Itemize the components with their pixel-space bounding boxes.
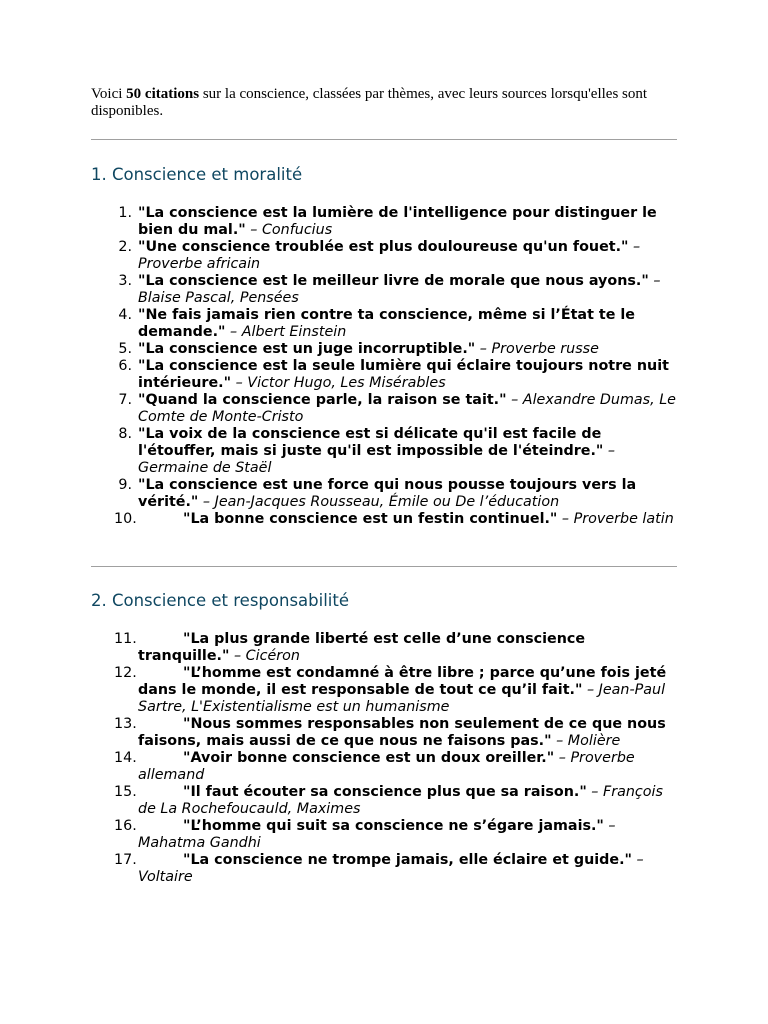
quote-source: – Cicéron	[229, 648, 300, 664]
quote-source: – Jean-Paul Sartre, L'Existentialisme est un humanisme	[138, 682, 666, 715]
intro-prefix: Voici	[91, 86, 127, 102]
intro-paragraph	[91, 86, 681, 120]
quote-number: 14.	[114, 750, 137, 766]
quote-item	[0, 750, 768, 784]
quote-source: – François de La Rochefoucauld, Maximes	[138, 784, 663, 817]
quote-source: – Blaise Pascal, Pensées	[138, 273, 661, 306]
quote-number: 16.	[114, 818, 137, 834]
quote-text: "Nous sommes responsables non seulement de ce que nous faisons, mais aussi de ce que nous ne faisons pas."	[138, 716, 666, 749]
quote-item	[0, 511, 768, 528]
quote-source: – Jean-Jacques Rousseau, Émile ou De l’éducation	[198, 494, 560, 510]
quote-text: "Une conscience troublée est plus douloureuse qu'un fouet."	[138, 239, 629, 255]
quote-number: 7.	[118, 392, 132, 408]
quote-item	[0, 307, 768, 341]
quote-text: "L’homme qui suit sa conscience ne s’égare jamais."	[183, 818, 604, 834]
quote-text: "La conscience ne trompe jamais, elle éclaire et guide."	[183, 852, 632, 868]
quote-item	[0, 818, 768, 852]
quote-source: – Germaine de Staël	[138, 443, 616, 476]
divider	[91, 566, 677, 567]
quote-number: 12.	[114, 665, 137, 681]
quote-text: "Avoir bonne conscience est un doux oreiller."	[183, 750, 555, 766]
quote-number: 11.	[114, 631, 137, 647]
quote-text: "La conscience est un juge incorruptible."	[138, 341, 476, 357]
quote-text: "Ne fais jamais rien contre ta conscience, même si l’État te le demande."	[138, 307, 635, 340]
quote-item	[0, 205, 768, 239]
quote-number: 17.	[114, 852, 137, 868]
quote-text: "La voix de la conscience est si délicate qu'il est facile de l'étouffer, mais si juste qu'il est impossible de l'éteindre."	[138, 426, 604, 459]
quote-item	[0, 426, 768, 477]
intro-suffix: sur la conscience, classées par thèmes, avec leurs sources lorsqu'elles sont disponibles.	[91, 86, 648, 119]
intro-count: 50 citations	[126, 86, 200, 102]
quote-item	[0, 852, 768, 886]
quote-number: 6.	[118, 358, 132, 374]
quote-text: "La plus grande liberté est celle d’une conscience tranquille."	[138, 631, 586, 664]
quote-source: – Confucius	[245, 222, 333, 238]
quote-number: 5.	[118, 341, 132, 357]
quote-item	[0, 392, 768, 426]
quote-item	[0, 358, 768, 392]
quote-item	[0, 631, 768, 665]
quote-number: 13.	[114, 716, 137, 732]
quote-number: 1.	[118, 205, 132, 221]
quote-source: – Proverbe russe	[475, 341, 599, 357]
quote-text: "La conscience est la seule lumière qui éclaire toujours notre nuit intérieure."	[138, 358, 669, 391]
quote-item	[0, 477, 768, 511]
quote-number: 8.	[118, 426, 132, 442]
quote-number: 4.	[118, 307, 132, 323]
quote-source: – Alexandre Dumas, Le Comte de Monte-Cristo	[138, 392, 676, 425]
quote-item	[0, 716, 768, 750]
quote-item	[0, 239, 768, 273]
quote-source: – Victor Hugo, Les Misérables	[231, 375, 446, 391]
section-heading-responsibility: 2. Conscience et responsabilité	[91, 591, 350, 610]
quote-text: "La conscience est la lumière de l'intelligence pour distinguer le bien du mal."	[138, 205, 657, 238]
quote-list-morality	[0, 205, 768, 528]
quote-number: 3.	[118, 273, 132, 289]
quote-text: "La bonne conscience est un festin continuel."	[183, 511, 558, 527]
quote-source: – Voltaire	[138, 852, 644, 885]
quote-text: "L’homme est condamné à être libre ; parce qu’une fois jeté dans le monde, il est responsable de tout ce qu’il fait."	[138, 665, 667, 698]
quote-number: 10.	[114, 511, 137, 527]
quote-item	[0, 273, 768, 307]
quote-source: – Proverbe africain	[138, 239, 641, 272]
quote-number: 2.	[118, 239, 132, 255]
quote-text: "La conscience est une force qui nous pousse toujours vers la vérité."	[138, 477, 637, 510]
quote-source: – Proverbe allemand	[138, 750, 635, 783]
quote-item	[0, 341, 768, 358]
quote-text: "Il faut écouter sa conscience plus que sa raison."	[183, 784, 587, 800]
quote-number: 9.	[118, 477, 132, 493]
quote-source: – Molière	[551, 733, 621, 749]
quote-list-responsibility	[0, 631, 768, 886]
quote-source: – Mahatma Gandhi	[138, 818, 616, 851]
quote-source: – Albert Einstein	[225, 324, 347, 340]
quote-item	[0, 665, 768, 716]
quote-number: 15.	[114, 784, 137, 800]
divider	[91, 139, 677, 140]
section-heading-morality: 1. Conscience et moralité	[91, 165, 303, 184]
quote-item	[0, 784, 768, 818]
quote-text: "Quand la conscience parle, la raison se tait."	[138, 392, 507, 408]
quote-text: "La conscience est le meilleur livre de morale que nous ayons."	[138, 273, 649, 289]
quote-source: – Proverbe latin	[557, 511, 674, 527]
